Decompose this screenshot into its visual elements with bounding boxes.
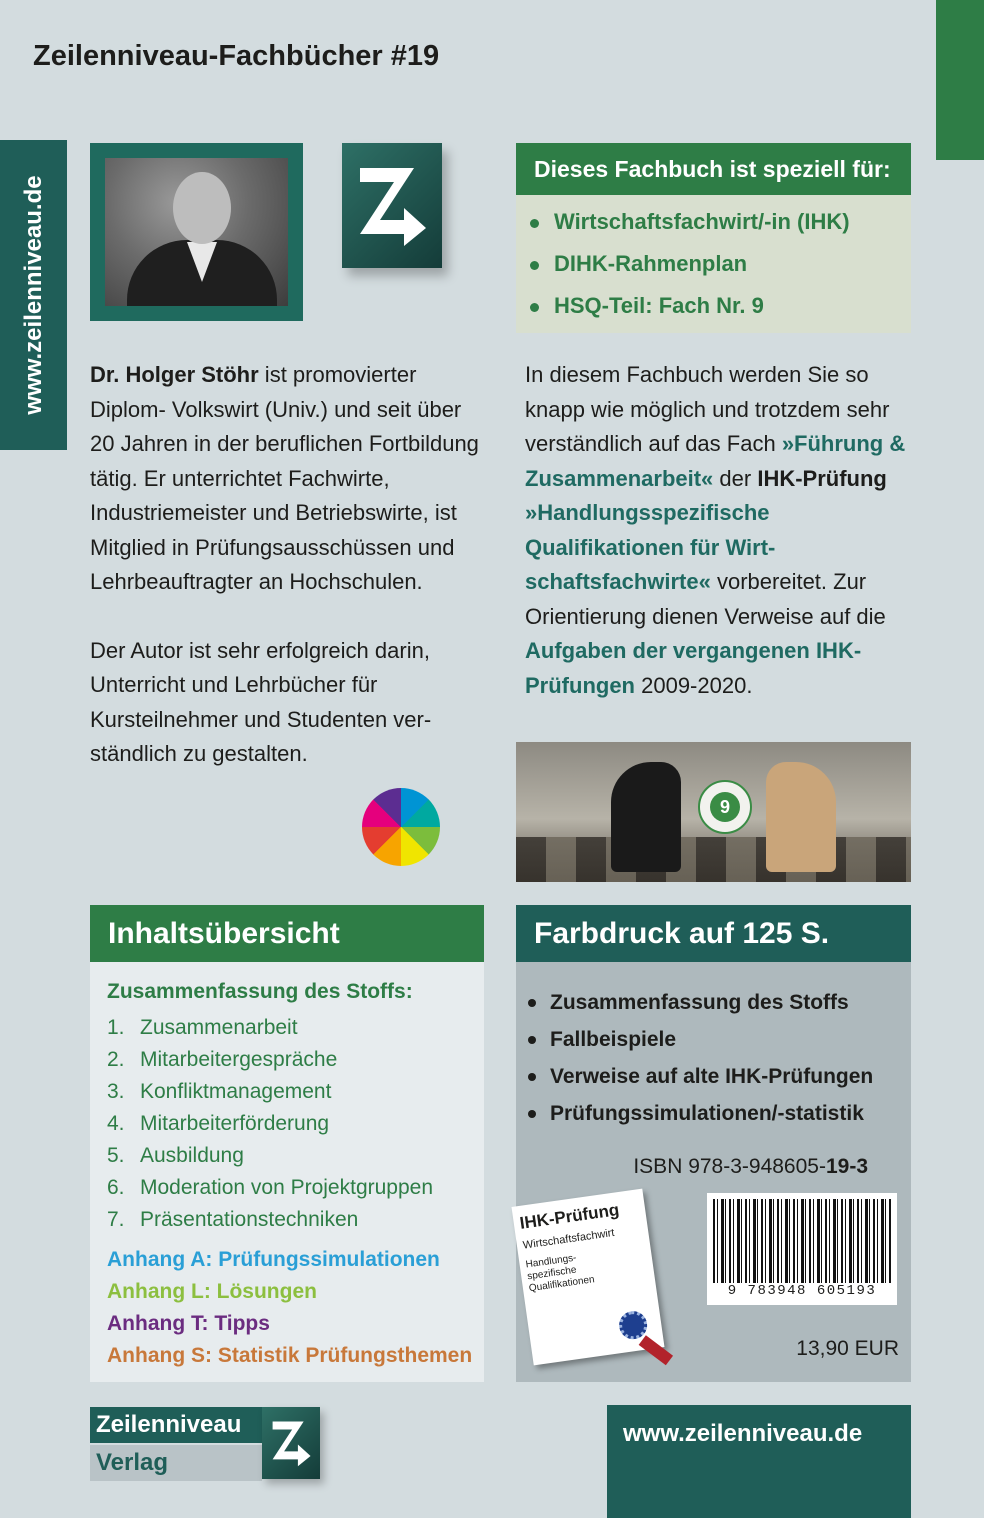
toc-item: 2. Mitarbeitergespräche bbox=[107, 1048, 338, 1071]
series-title: Zeilenniveau-Fachbücher #19 bbox=[33, 40, 440, 72]
chess-image bbox=[516, 742, 911, 882]
dark-knight-icon bbox=[611, 762, 681, 872]
price: 13,90 EUR bbox=[796, 1337, 899, 1360]
bullet-icon bbox=[528, 1110, 536, 1118]
light-knight-icon bbox=[766, 762, 836, 872]
toc-item: 3. Konfliktmanagement bbox=[107, 1080, 332, 1103]
author-photo bbox=[90, 143, 303, 321]
barcode-digits: 9 783948 605193 bbox=[727, 1283, 877, 1299]
target-audience-box bbox=[516, 143, 911, 333]
author-portrait bbox=[105, 158, 288, 306]
target-list bbox=[516, 195, 911, 327]
feature-item: Fallbeispiele bbox=[528, 1021, 911, 1058]
barcode bbox=[707, 1193, 897, 1305]
feature-item: Prüfungssimulationen/-statistik bbox=[528, 1095, 911, 1132]
author-name: Dr. Holger Stöhr bbox=[90, 362, 259, 387]
z-logo-icon bbox=[342, 143, 442, 268]
certificate-title: IHK-Prüfung bbox=[518, 1200, 621, 1233]
bullet-icon bbox=[528, 1036, 536, 1044]
target-heading: Dieses Fachbuch ist speziell für: bbox=[516, 143, 911, 195]
side-url-banner bbox=[0, 140, 67, 450]
toc-heading: Inhaltsübersicht bbox=[90, 905, 484, 962]
bio-paragraph: Der Autor ist sehr erfolgreich darin, Unterricht und Lehrbücher für Kursteilnehmer und Studenten verständlich zu gestalten. bbox=[90, 637, 432, 766]
toc-subheading: Zusammenfassung des Stoffs: bbox=[107, 980, 413, 1003]
subject-name: »Führung & Zusammenarbeit« bbox=[525, 431, 906, 491]
bullet-icon bbox=[530, 303, 539, 312]
side-url-text: www.zeilenniveau.de bbox=[19, 175, 47, 415]
feature-item: Zusammenfassung des Stoffs bbox=[528, 984, 911, 1021]
target-item: HSQ-Teil: Fach Nr. 9 bbox=[530, 285, 911, 327]
certificate-subtitle: Wirtschaftsfachwirt bbox=[522, 1226, 616, 1252]
toc-item: 7. Präsentationstechniken bbox=[107, 1208, 359, 1231]
color-wheel-icon bbox=[362, 788, 440, 866]
appendix-t: Anhang T: Tipps bbox=[107, 1312, 270, 1335]
target-item: Wirtschaftsfachwirt/-in (IHK) bbox=[530, 201, 911, 243]
bullet-icon bbox=[528, 1073, 536, 1081]
footer-url[interactable]: www.zeilenniveau.de bbox=[607, 1405, 911, 1518]
toc-item: 5. Ausbildung bbox=[107, 1144, 244, 1167]
certificate-detail: Handlungsspezifische Qualifikationen bbox=[524, 1252, 596, 1295]
print-heading: Farbdruck auf 125 S. bbox=[516, 905, 911, 962]
target-item: DIHK-Rahmenplan bbox=[530, 243, 911, 285]
author-bio bbox=[90, 358, 480, 772]
feature-item: Verweise auf alte IHK-Prüfungen bbox=[528, 1058, 911, 1095]
z-logo-icon bbox=[262, 1407, 320, 1479]
bullet-icon bbox=[528, 999, 536, 1007]
appendix-s: Anhang S: Statistik Prüfungsthemen bbox=[107, 1344, 473, 1367]
bullet-icon bbox=[530, 261, 539, 270]
appendix-l: Anhang L: Lösungen bbox=[107, 1280, 317, 1303]
table-of-contents bbox=[90, 905, 484, 1382]
feature-list bbox=[516, 962, 911, 1132]
publisher-name: Zeilenniveau bbox=[90, 1407, 262, 1443]
appendix-a: Anhang A: Prüfungssimulationen bbox=[107, 1248, 440, 1271]
toc-list bbox=[107, 1012, 484, 1236]
corner-tab bbox=[936, 0, 984, 160]
exam-name: »Handlungsspezifische Qualifikationen für Wirtschaftsfachwirte« bbox=[525, 500, 776, 594]
isbn: ISBN 978-3-948605-19-3 bbox=[633, 1155, 868, 1178]
past-exams: Aufgaben der vergangenen IHK-Prüfungen bbox=[525, 638, 862, 698]
bullet-icon bbox=[530, 219, 539, 228]
bio-paragraph: Dr. Holger Stöhr ist promovierter Diplom- Volkswirt (Univ.) und seit über 20 Jahren in der beruflichen Fortbildung tätig. Er unterrichtet Fachwirte, Industriemeister und Betriebswirte, ist Mitglied in Prüfungsausschüssen und Lehrbeauftragter an Hochschulen. bbox=[90, 362, 479, 594]
hsq-badge: 9 bbox=[698, 780, 752, 834]
book-description: In diesem Fachbuch werden Sie so knapp wie möglich und trotzdem sehr verständlich auf das Fach »Führung & Zusammenarbeit« der IHK-Prüfung »Handlungsspezifische Qualifikationen für Wirtschaftsfachwirte« vorbereitet. Zur Orientierung dienen Verweise auf die Aufgaben der vergangenen IHK-Prüfungen 2009-2020. bbox=[525, 362, 906, 698]
publisher-label: Verlag bbox=[90, 1445, 262, 1481]
certificate-icon bbox=[512, 1189, 665, 1366]
toc-item: 4. Mitarbeiterförderung bbox=[107, 1112, 330, 1135]
toc-item: 1. Zusammenarbeit bbox=[107, 1016, 298, 1039]
toc-item: 6. Moderation von Projektgruppen bbox=[107, 1176, 434, 1199]
barcode-bars bbox=[713, 1199, 891, 1283]
